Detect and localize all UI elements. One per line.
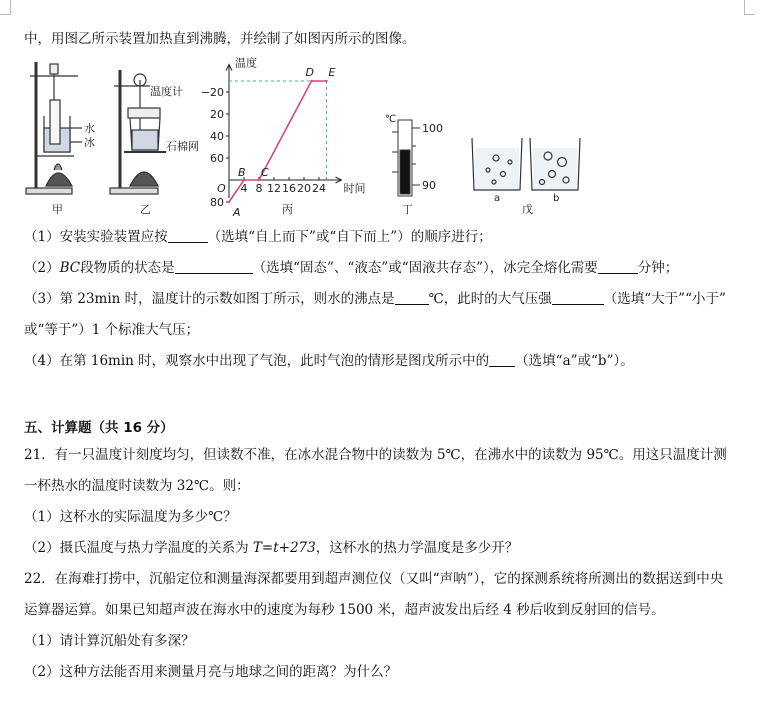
- question-4: （4）在第 16min 时，观察水中出现了气泡，此时气泡的情形是图戊所示中的 （选填“a”或“b”）。: [24, 353, 634, 369]
- bing-caption: 丙: [282, 203, 293, 216]
- x-tick-label: 16: [282, 182, 296, 195]
- ding-unit: ℃: [385, 114, 397, 125]
- question-3-line-1: （3）第 23min 时，温度计的示数如图丁所示，则水的沸点是 ℃，此时的大气压强 （选填“大于”“小于”: [24, 291, 726, 307]
- question-3-line-2: 或“等于”）1 个标准大气压；: [24, 322, 200, 338]
- data-point: [243, 179, 245, 181]
- point-label-b: B: [238, 166, 246, 179]
- figure-jia: [26, 62, 82, 194]
- y-tick-label: 60: [210, 152, 224, 165]
- figure-bing-chart: [201, 56, 366, 220]
- x-tick-label: 24: [312, 182, 326, 195]
- x-tick-label: 20: [297, 182, 311, 195]
- point-label-a: A: [233, 206, 241, 219]
- jia-caption: 甲: [52, 203, 63, 216]
- yi-caption: 乙: [140, 203, 151, 216]
- problem-21-line-2: 一杯热水的温度时读数为 32℃。则：: [24, 478, 250, 494]
- point-label-d: D: [305, 66, 314, 79]
- point-label-c: C: [261, 166, 269, 179]
- figure-ding-thermometer: [392, 120, 420, 196]
- data-point: [325, 80, 327, 82]
- y-tick-label: −20: [200, 86, 224, 99]
- problem-22-sub-1: （1）请计算沉船处有多深？: [24, 633, 195, 649]
- data-point: [228, 201, 230, 203]
- x-tick-label: 8: [255, 182, 263, 195]
- x-axis-label: 时间: [343, 182, 366, 195]
- figure-wu-beakers: [472, 138, 580, 190]
- yi-gauze-label: 石棉网: [166, 140, 199, 153]
- yi-thermometer-label: 温度计: [150, 85, 183, 98]
- q4-answer-blank[interactable]: [489, 352, 515, 367]
- ding-bottom-reading: 90: [422, 179, 436, 192]
- jia-ice-label: 冰: [84, 136, 95, 149]
- ding-caption: 丁: [402, 203, 413, 216]
- problem-21-line-1: 21．有一只温度计刻度均匀，但读数不准，在冰水混合物中的读数为 5℃，在沸水中的读数为 95℃。用这只温度计测: [24, 447, 727, 463]
- problem-22-sub-2: （2）这种方法能否用来测量月亮与地球之间的距离？为什么？: [24, 664, 398, 680]
- point-label-e: E: [328, 66, 336, 79]
- y-axis-label: 温度: [235, 56, 257, 70]
- wu-caption: 戊: [522, 203, 533, 216]
- formula: T=t+273: [252, 540, 316, 556]
- problem-21-sub-1: （1）这杯水的实际温度为多少℃？: [24, 509, 237, 525]
- ding-top-reading: 100: [422, 122, 443, 135]
- problem-22-line-2: 运算器运算。如果已知超声波在海水中的速度为每秒 1500 米，超声波发出后经 4 秒后收到反射回的信号。: [24, 602, 665, 618]
- data-point: [310, 80, 312, 82]
- jia-water-label: 水: [84, 122, 95, 135]
- figure-strip: [0, 0, 769, 230]
- wu-label-a: a: [494, 193, 501, 204]
- x-tick-label: 4: [240, 182, 248, 195]
- q1-answer-blank[interactable]: [168, 228, 208, 243]
- y-tick-label: 80: [210, 196, 224, 209]
- x-tick-label: 12: [267, 182, 281, 195]
- y-tick-label: 40: [210, 130, 224, 143]
- section-5-title: 五、计算题（共 16 分）: [24, 420, 174, 436]
- origin-label: O: [217, 182, 226, 195]
- problem-22-line-1: 22．在海难打捞中，沉船定位和测量海深都要用到超声测位仪（又叫“声呐”），它的探测系统将所测出的数据送到中央: [24, 571, 724, 587]
- y-tick-label: 20: [210, 108, 224, 121]
- q3-boiling-point-blank[interactable]: [395, 290, 429, 305]
- q3-pressure-blank[interactable]: [552, 290, 604, 305]
- question-1: （1）安装实验装置应按 （选填“自上而下”或“自下而上”）的顺序进行；: [24, 229, 492, 245]
- question-2: （2）BC段物质的状态是 （选填“固态”、“液态”或“固液共存态”），冰完全熔化需要 分钟；: [24, 260, 679, 276]
- q2-minutes-blank[interactable]: [598, 259, 638, 274]
- intro-text: 中，用图乙所示装置加热直到沸腾，并绘制了如图丙所示的图像。: [24, 31, 416, 47]
- wu-label-b: b: [553, 193, 560, 204]
- data-point: [258, 179, 260, 181]
- q2-state-blank[interactable]: [175, 259, 253, 274]
- problem-21-sub-2: （2）摄氏温度与热力学温度的关系为 T=t+273，这杯水的热力学温度是多少开？: [24, 540, 519, 556]
